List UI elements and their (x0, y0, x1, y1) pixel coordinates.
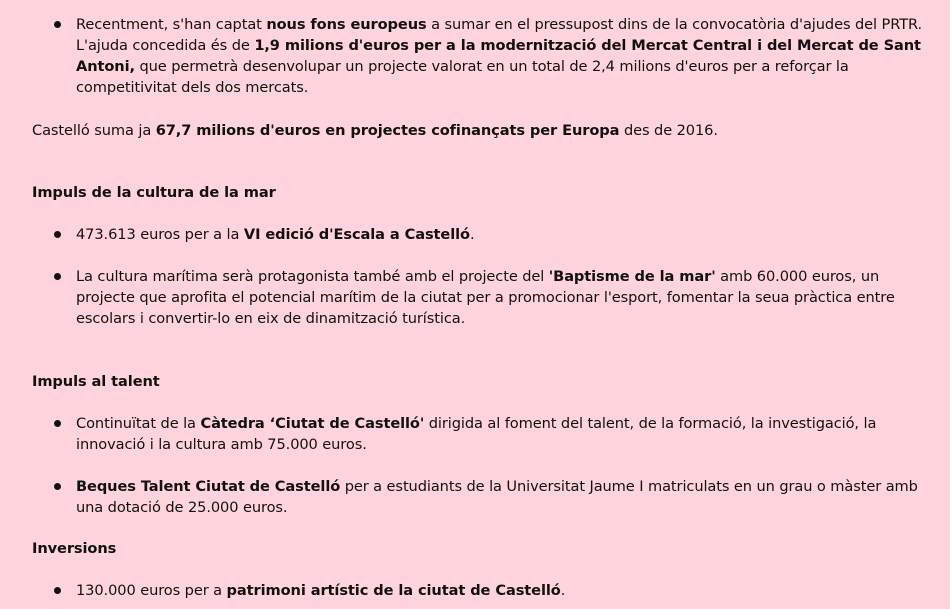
text: 473.613 euros per a la (76, 226, 244, 243)
text: per a estudiants de la Universitat Jaume I matriculats en un grau o màster amb una dotació de 25.000 euros. (76, 478, 918, 516)
summary-paragraph (32, 120, 930, 141)
text: que permetrà desenvolupar un projecte valorat en un total de 2,4 milions d'euros per a reforçar la competitivitat dels dos mercats. (76, 58, 849, 96)
bold-text: 'Baptisme de la mar' (548, 268, 716, 285)
bullet-dot (54, 273, 61, 280)
section-heading-talent: Impuls al talent (32, 373, 160, 390)
text: La cultura marítima serà protagonista també amb el projecte del (76, 268, 549, 285)
list-item-baptisme (76, 266, 930, 329)
bold-text: VI edició d'Escala a Castelló (243, 226, 470, 243)
bullet-dot (54, 21, 61, 28)
text: Continuïtat de la (76, 415, 201, 432)
list-item-patrimoni (76, 580, 930, 601)
text: a sumar en el pressupost dins de la convocatòria d'ajudes del PRTR. L'ajuda concedida és de (76, 16, 923, 54)
bold-text: nous fons europeus (266, 16, 427, 33)
bullet-dot (54, 483, 61, 490)
section-heading-investments: Inversions (32, 540, 117, 557)
text: Recentment, s'han captat (76, 16, 267, 33)
bold-text: 67,7 milions d'euros en projectes cofinançats per Europa (155, 122, 620, 139)
text: dirigida al foment del talent, de la formació, la investigació, la innovació i la cultura amb 75.000 euros. (76, 415, 877, 453)
list-item-european-funds (76, 14, 930, 98)
bullet-dot (54, 420, 61, 427)
text: des de 2016. (619, 122, 718, 139)
list-item-beques (76, 476, 930, 518)
list-item-catedra (76, 413, 930, 455)
bullet-dot (54, 587, 61, 594)
text: Castelló suma ja (32, 122, 156, 139)
text: 130.000 euros per a (76, 582, 227, 599)
text: . (560, 582, 566, 599)
section-heading-sea-culture: Impuls de la cultura de la mar (32, 184, 276, 201)
bullet-dot (54, 231, 61, 238)
list-item-escala (76, 224, 930, 245)
bold-text: Beques Talent Ciutat de Castelló (76, 478, 341, 495)
bold-text: patrimoni artístic de la ciutat de Castelló (226, 582, 561, 599)
bold-text: Càtedra ‘Ciutat de Castelló' (200, 415, 425, 432)
text: amb 60.000 euros, un projecte que aprofita el potencial marítim de la ciutat per a promocionar l'esport, fomentar la seua pràctica entre escolars i convertir-lo en eix de dinamització turística. (76, 268, 895, 327)
bold-text: 1,9 milions d'euros per a la modernització del Mercat Central i del Mercat de Sant Antoni, (76, 37, 921, 75)
text: . (469, 226, 475, 243)
